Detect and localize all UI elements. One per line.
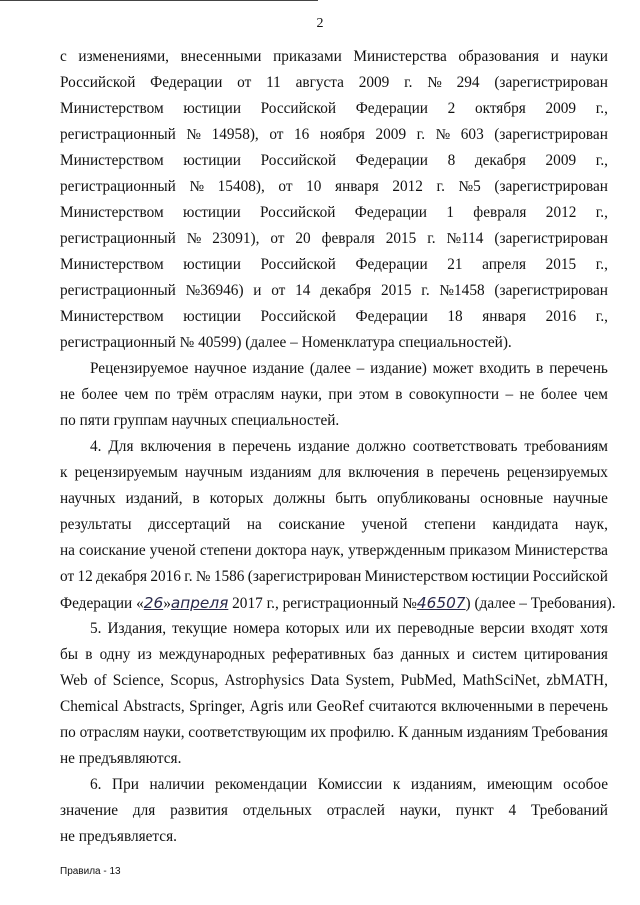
text-line <box>60 252 608 278</box>
word: диссертаций <box>148 516 231 533</box>
word: степени <box>199 542 252 559</box>
word: 2009 <box>545 152 577 169</box>
word: чем <box>583 386 608 403</box>
word: 20 <box>295 230 311 247</box>
word: Министерством <box>60 308 164 325</box>
word: Издания, <box>107 620 167 637</box>
word: 6. <box>90 776 102 793</box>
word: и <box>550 48 559 65</box>
word: 15408), <box>217 178 265 195</box>
federation-text-mid: » <box>163 595 171 612</box>
word: их <box>310 724 327 741</box>
word: Российской <box>60 74 136 91</box>
word: от <box>278 178 293 195</box>
word: 8 <box>447 152 456 169</box>
word: Science, <box>112 672 165 689</box>
word: ученой <box>149 542 196 559</box>
word: января <box>335 178 379 195</box>
word: Data <box>310 672 340 689</box>
word: соискание <box>79 542 146 559</box>
text-line <box>60 772 608 798</box>
handwritten-day: 26 <box>143 594 164 612</box>
text-line <box>60 278 608 304</box>
word: декабря <box>96 568 148 585</box>
text-line: не предъявляются. <box>60 750 182 767</box>
text-line: регистрационный № 40599) (далее – Номенклатура специальностей). <box>60 334 512 351</box>
word: изданиям <box>249 464 312 481</box>
word: включения <box>140 438 212 455</box>
word: изданий, <box>125 490 183 507</box>
word: юстиции <box>183 308 241 325</box>
word: и <box>253 282 262 299</box>
word: Российской <box>260 204 336 221</box>
word: №36946) <box>185 282 244 299</box>
word: г. <box>421 282 430 299</box>
word: г., <box>595 308 608 325</box>
federation-text-after-date: 2017 г., регистрационный № <box>228 595 417 612</box>
word: кандидата <box>492 516 559 533</box>
text-line <box>60 642 608 668</box>
word: Российской <box>260 100 337 117</box>
word: (зарегистрирован <box>494 178 608 195</box>
word: Требования <box>532 724 608 741</box>
word: 11 <box>266 74 281 91</box>
word: для <box>132 802 156 819</box>
word: для <box>318 464 342 481</box>
word: включенными <box>440 698 534 715</box>
word: г. <box>184 568 193 585</box>
word: значение <box>60 802 119 819</box>
word: изданиям, <box>410 776 477 793</box>
word: науки, <box>143 724 185 741</box>
word: от <box>269 126 284 143</box>
word: хотя <box>579 620 608 637</box>
word: г. <box>404 74 413 91</box>
word: № <box>435 126 451 143</box>
word: Abstracts, <box>123 698 185 715</box>
word: в <box>395 386 403 403</box>
word: Федерации <box>355 256 428 273</box>
word: декабря <box>320 282 372 299</box>
text-line <box>60 174 608 200</box>
word: или <box>345 620 370 637</box>
word: юстиции <box>183 256 241 273</box>
word: наличии <box>149 776 205 793</box>
word: может <box>432 360 474 377</box>
word: более <box>81 386 118 403</box>
word: текущие <box>172 620 228 637</box>
word: требованиям <box>524 438 608 455</box>
word: науки, <box>280 386 322 403</box>
word: г. <box>416 126 426 143</box>
word: октября <box>474 100 526 117</box>
word: Рецензируемое <box>90 360 189 377</box>
word: отдельных <box>242 802 312 819</box>
word: более <box>540 386 578 403</box>
word: утвержденным <box>348 542 446 559</box>
word: № <box>186 126 202 143</box>
text-line <box>60 616 608 642</box>
word: юстиции <box>183 204 241 221</box>
word: не <box>60 386 75 403</box>
word: научные <box>553 490 608 507</box>
word: Федерации <box>354 204 427 221</box>
word: г. <box>427 230 436 247</box>
word: При <box>112 776 139 793</box>
text-line <box>60 538 608 564</box>
word: 2015 <box>380 282 412 299</box>
word: ноября <box>319 126 365 143</box>
word: доктора <box>255 542 307 559</box>
word: 16 <box>294 126 310 143</box>
word: Комиссии <box>317 776 383 793</box>
word: Министерством <box>364 568 469 585</box>
word: наук, <box>310 542 344 559</box>
word: из <box>137 646 152 663</box>
word: 2009 <box>375 126 407 143</box>
word: (далее <box>309 360 351 377</box>
word: ученой <box>361 516 408 533</box>
word: № <box>189 178 205 195</box>
word: должно <box>356 438 406 455</box>
text-line <box>60 122 608 148</box>
word: Web <box>60 672 88 689</box>
word: результаты <box>60 516 132 533</box>
word: от <box>271 282 286 299</box>
word: 2012 <box>392 178 423 195</box>
word: бы <box>60 646 79 663</box>
word: входить <box>479 360 531 377</box>
text-line <box>60 44 608 70</box>
word: имеющим <box>486 776 553 793</box>
word: в <box>536 360 544 377</box>
top-border-line <box>0 0 318 1</box>
word: при <box>328 386 353 403</box>
word: опубликованы <box>376 490 471 507</box>
word: Требований <box>530 802 608 819</box>
word: рекомендации <box>214 776 308 793</box>
word: Российской <box>260 256 336 273</box>
word: приказами <box>273 48 342 65</box>
word: 2015 <box>545 256 577 273</box>
text-line <box>60 720 608 746</box>
word: Министерством <box>60 152 164 169</box>
word: издание <box>298 438 350 455</box>
word: февраля <box>321 230 375 247</box>
text-line <box>60 798 608 824</box>
word: № <box>427 74 442 91</box>
word: от <box>60 568 75 585</box>
word: 12 <box>77 568 93 585</box>
word: Федерации <box>355 308 428 325</box>
word: 2009 <box>358 74 390 91</box>
text-line <box>60 564 608 590</box>
word: пункт <box>455 802 494 819</box>
word: соответствовать <box>412 438 518 455</box>
text-line: не предъявляется. <box>60 828 177 845</box>
handwritten-reg-no: 46507 <box>416 594 466 612</box>
word: 1 <box>446 204 454 221</box>
word: of <box>93 672 107 689</box>
word: быть <box>335 490 368 507</box>
text-line-handwritten-date <box>60 590 616 616</box>
text-line: по пяти группам научных специальностей. <box>60 412 340 429</box>
word: (зарегистрирован <box>494 126 608 143</box>
word: г. <box>436 178 445 195</box>
word: Agris <box>249 698 284 715</box>
word: отраслям <box>79 724 140 741</box>
word: от <box>270 230 285 247</box>
word: перечень <box>440 464 500 481</box>
word: степени <box>424 516 476 533</box>
word: февраля <box>473 204 527 221</box>
word: научных <box>60 490 116 507</box>
word: г., <box>595 152 608 169</box>
page-number: 2 <box>316 16 324 31</box>
word: международных <box>158 646 266 663</box>
word: данным <box>412 724 463 741</box>
word: или <box>288 698 313 715</box>
word: Министерства <box>353 48 447 65</box>
text-line <box>60 70 608 96</box>
word: Федерации <box>355 152 428 169</box>
word: переводные <box>397 620 475 637</box>
word: юстиции <box>183 100 242 117</box>
federation-text-end: ) (далее – Требования). <box>465 595 616 612</box>
word: отраслям <box>214 386 275 403</box>
word: считаются <box>368 698 437 715</box>
word: (зарегистрирован <box>494 282 608 299</box>
word: Российской <box>260 308 336 325</box>
text-line <box>60 226 608 252</box>
word: 1586 <box>213 568 245 585</box>
word: г., <box>595 204 608 221</box>
text-line <box>60 148 608 174</box>
word: zbMATH, <box>546 672 608 689</box>
word: по <box>60 724 76 741</box>
word: развития <box>170 802 228 819</box>
word: PubMed, <box>400 672 457 689</box>
word: юстиции <box>183 152 241 169</box>
word: №114 <box>446 230 484 247</box>
word: 14958), <box>211 126 259 143</box>
word: науки <box>570 48 608 65</box>
text-line <box>60 382 608 408</box>
word: регистрационный <box>60 126 176 143</box>
word: в <box>85 646 93 663</box>
word: Для <box>108 438 134 455</box>
word: Министерством <box>60 256 164 273</box>
word: по <box>154 386 171 403</box>
word: августа <box>295 74 344 91</box>
handwritten-month: апреля <box>170 594 229 612</box>
word: января <box>482 308 526 325</box>
word: Astrophysics <box>224 672 305 689</box>
word: Федерации <box>355 100 428 117</box>
word: к <box>392 776 401 793</box>
word: Springer, <box>189 698 246 715</box>
word: систем <box>472 646 518 663</box>
word: регистрационный <box>60 178 176 195</box>
text-line <box>60 460 608 486</box>
word: г., <box>595 256 608 273</box>
text-line <box>60 356 608 382</box>
word: наук, <box>574 516 608 533</box>
word: входят <box>530 620 574 637</box>
word: которых <box>209 490 264 507</box>
word: одну <box>99 646 131 663</box>
word: научным <box>184 464 243 481</box>
word: включения <box>348 464 420 481</box>
footer-label: Правила - 13 <box>60 866 121 877</box>
word: не <box>519 386 535 403</box>
text-line <box>60 694 608 720</box>
word: (зарегистрирован <box>247 568 362 585</box>
word: 2016 <box>150 568 181 585</box>
word: чем <box>124 386 149 403</box>
text-line <box>60 304 608 330</box>
word: этом <box>358 386 389 403</box>
word: 2012 <box>545 204 577 221</box>
word: на <box>60 542 75 559</box>
word: данных <box>400 646 450 663</box>
word: регистрационный <box>60 282 176 299</box>
word: образования <box>458 48 540 65</box>
word: №1458 <box>439 282 485 299</box>
word: г., <box>595 100 608 117</box>
word: 603 <box>460 126 484 143</box>
word: соответствующим <box>188 724 307 741</box>
word: № <box>195 568 211 585</box>
text-line <box>60 96 608 122</box>
word: изданиям <box>466 724 529 741</box>
word: 5. <box>90 620 102 637</box>
word: GeoRef <box>316 698 365 715</box>
word: – <box>505 386 514 403</box>
word: К <box>398 724 409 741</box>
word: перечень <box>549 698 608 715</box>
word: Chemical <box>60 698 119 715</box>
word: версии <box>480 620 525 637</box>
word: изменениями, <box>78 48 169 65</box>
word: 10 <box>306 178 322 195</box>
word: цитирования <box>524 646 608 663</box>
word: №5 <box>458 178 481 195</box>
word: Scopus, <box>170 672 219 689</box>
word: в <box>426 464 434 481</box>
word: Российской <box>532 568 608 585</box>
word: научное <box>194 360 247 377</box>
word: 4. <box>90 438 102 455</box>
word: издание) <box>370 360 427 377</box>
word: System, <box>345 672 395 689</box>
word: 2 <box>447 100 456 117</box>
word: MathSciNet, <box>462 672 541 689</box>
word: рецензируемым <box>74 464 178 481</box>
word: с <box>60 48 67 65</box>
text-line <box>60 486 608 512</box>
word: 2015 <box>385 230 417 247</box>
word: Федерации <box>150 74 223 91</box>
word: декабря <box>474 152 526 169</box>
word: на <box>246 516 262 533</box>
word: отраслей <box>326 802 385 819</box>
word: апреля <box>482 256 526 273</box>
word: (зарегистрирован <box>494 230 608 247</box>
word: регистрационный <box>60 230 176 247</box>
word: 18 <box>447 308 463 325</box>
word: особое <box>563 776 608 793</box>
word: Министерства <box>514 542 608 559</box>
word: науки, <box>399 802 441 819</box>
word: рецензируемых <box>506 464 608 481</box>
word: перечень <box>549 360 608 377</box>
word: от <box>237 74 252 91</box>
word: – <box>356 360 365 377</box>
word: издание <box>252 360 305 377</box>
word: (зарегистрирован <box>494 74 608 91</box>
word: баз <box>372 646 394 663</box>
word: Министерством <box>60 204 164 221</box>
word: 2009 <box>545 100 577 117</box>
word: к <box>60 464 68 481</box>
word: номера <box>233 620 280 637</box>
word: 294 <box>456 74 480 91</box>
word: реферативных <box>272 646 366 663</box>
word: профилю. <box>329 724 395 741</box>
word: 2016 <box>545 308 577 325</box>
word: в <box>192 490 200 507</box>
word: которых <box>285 620 340 637</box>
word: в <box>218 438 226 455</box>
word: приказом <box>449 542 511 559</box>
word: соискание <box>278 516 345 533</box>
word: 21 <box>447 256 463 273</box>
text-line <box>60 200 608 226</box>
word: должны <box>273 490 326 507</box>
text-line <box>60 668 608 694</box>
word: и <box>456 646 465 663</box>
word: в <box>537 698 545 715</box>
word: Министерством <box>60 100 164 117</box>
word: внесенными <box>180 48 262 65</box>
word: 4 <box>508 802 517 819</box>
word: перечень <box>232 438 292 455</box>
federation-text-before: Федерации « <box>60 595 144 612</box>
text-line <box>60 434 608 460</box>
word: 14 <box>295 282 311 299</box>
word: № <box>186 230 202 247</box>
text-line <box>60 512 608 538</box>
word: основные <box>480 490 544 507</box>
word: 23091), <box>212 230 260 247</box>
word: совокупности <box>408 386 500 403</box>
word: их <box>375 620 392 637</box>
word: юстиции <box>471 568 530 585</box>
word: Российской <box>260 152 337 169</box>
word: трём <box>177 386 209 403</box>
